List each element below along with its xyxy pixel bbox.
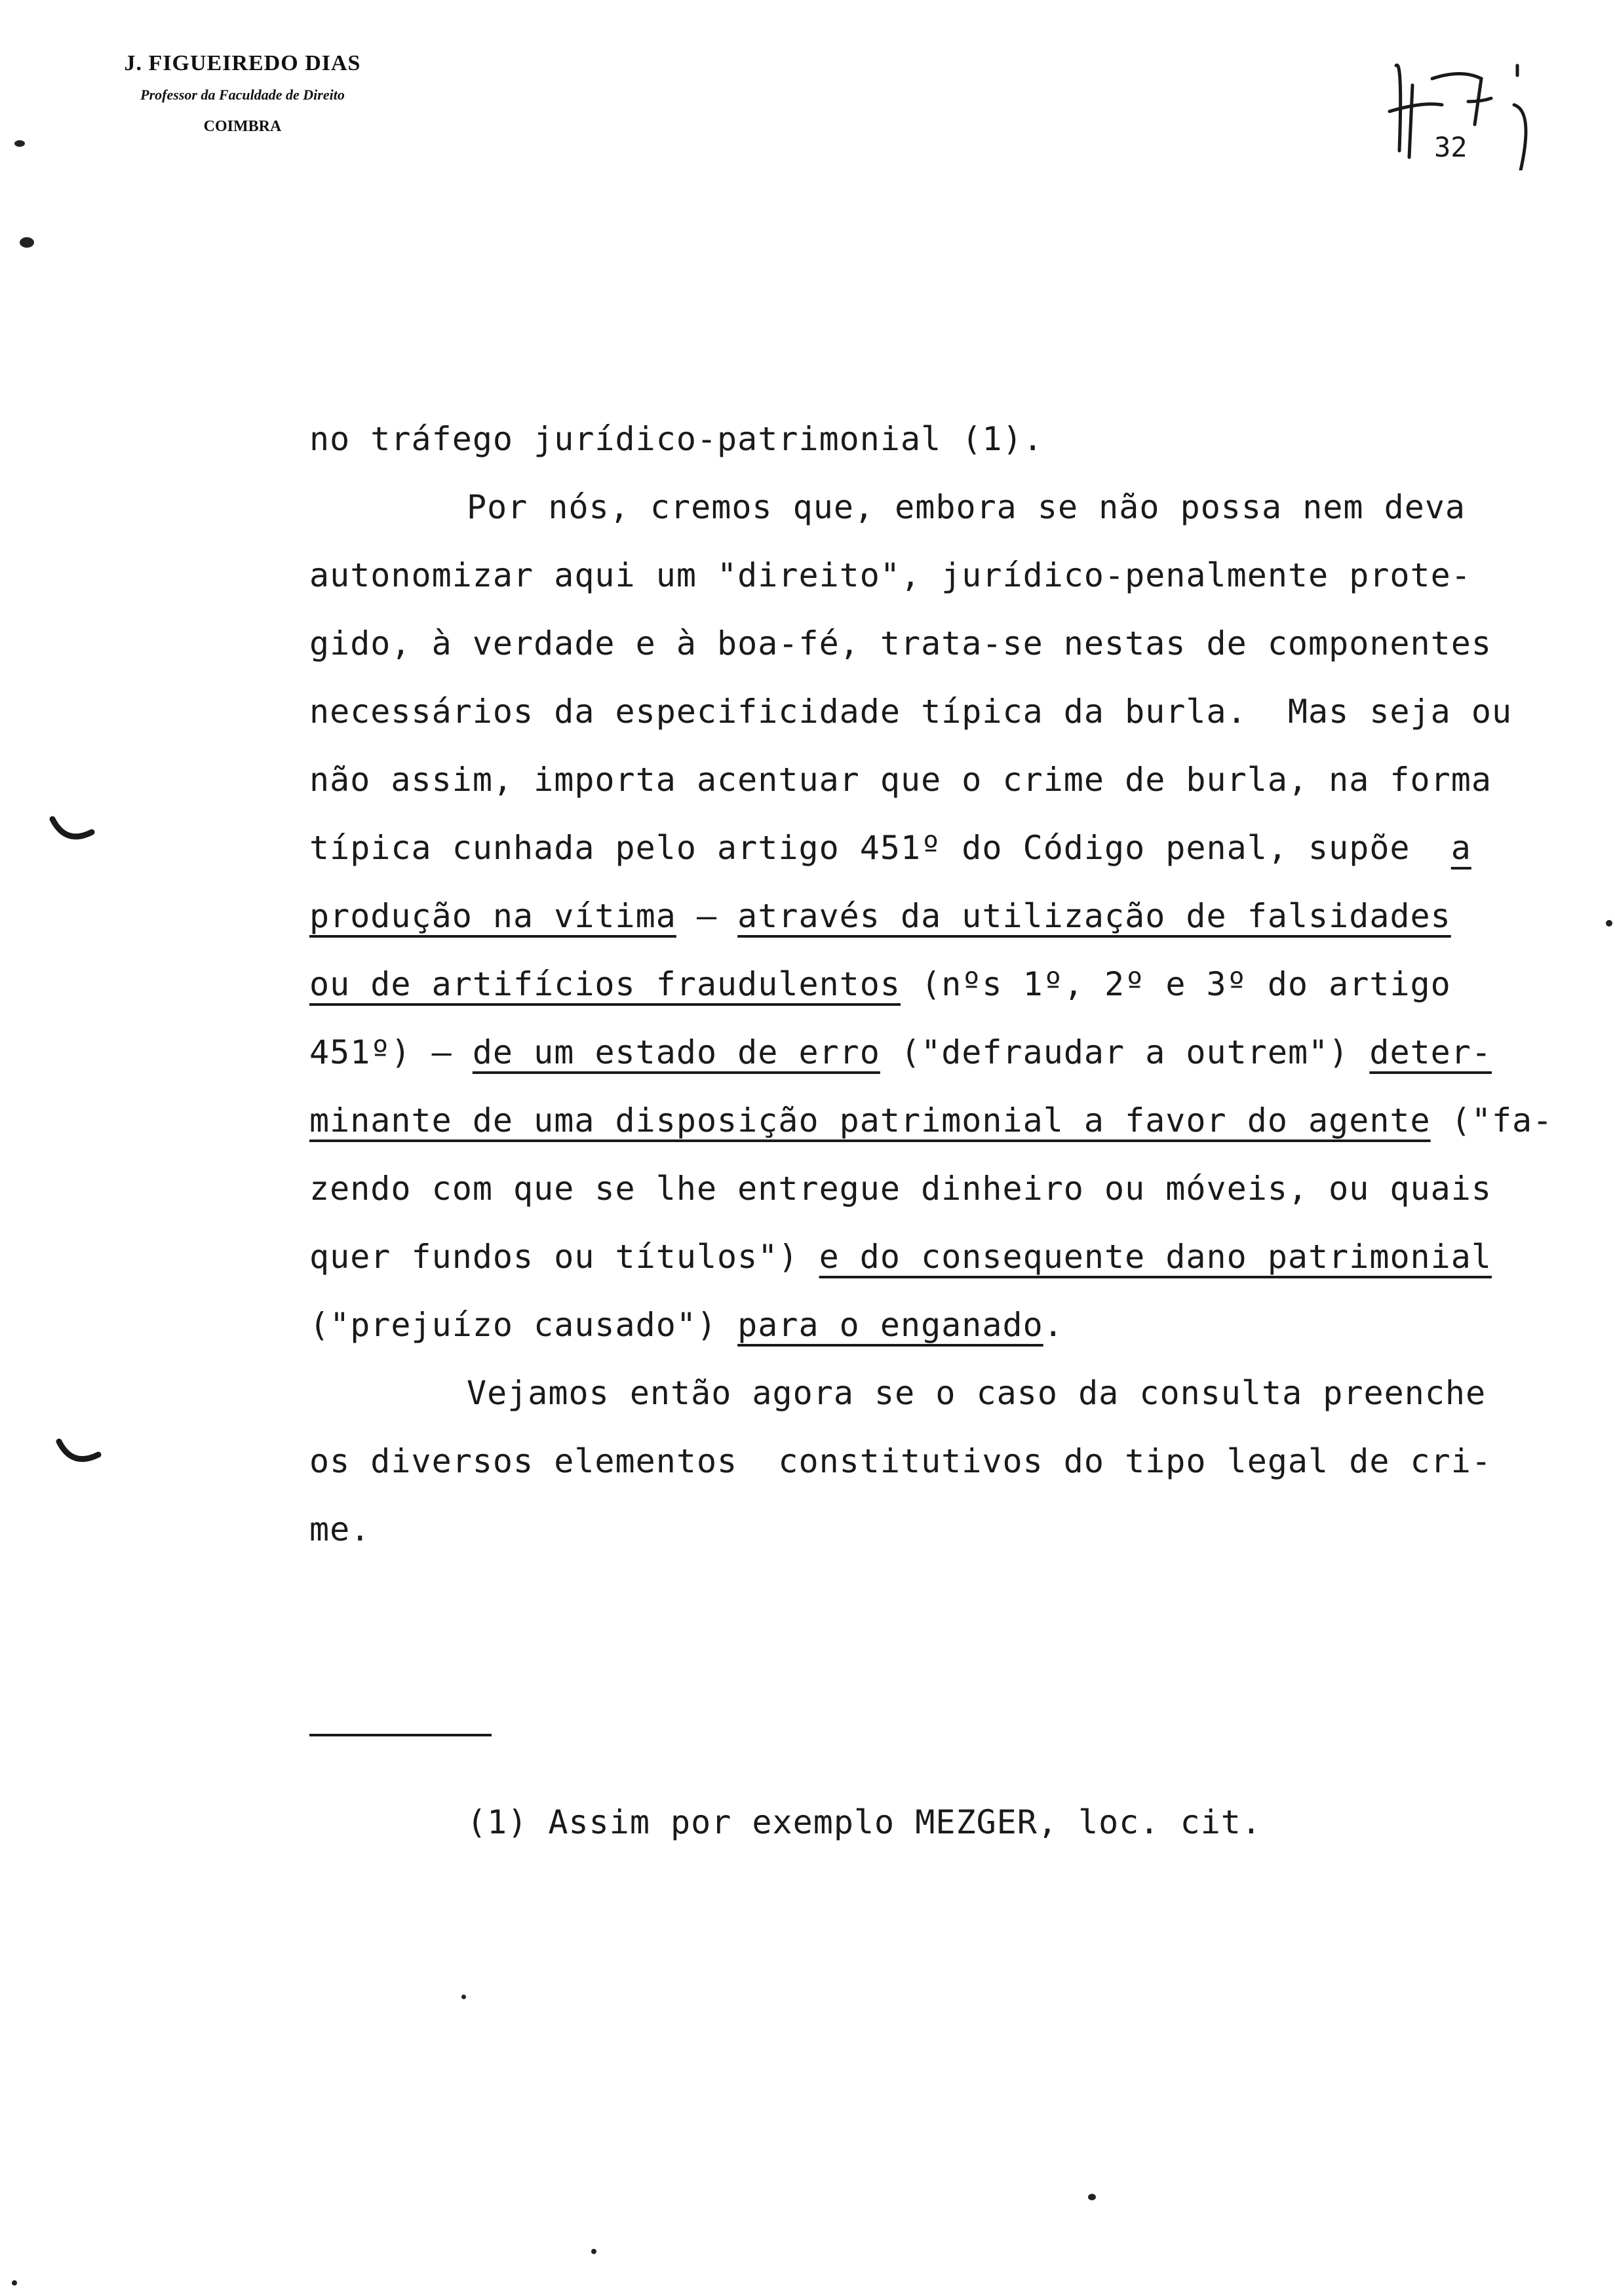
scan-speck — [461, 1995, 466, 1999]
text-span: no tráfego jurídico-patrimonial (1). — [309, 420, 1043, 458]
text-span: ("defraudar a outrem") — [880, 1033, 1370, 1071]
text-span: 451º) — — [309, 1033, 473, 1071]
text-span: ("fa- — [1430, 1101, 1553, 1139]
text-line — [309, 1155, 1522, 1223]
document-body — [309, 405, 1553, 1563]
scan-speck — [1088, 2194, 1096, 2200]
text-line — [309, 950, 1522, 1018]
text-span: necessários da especificidade típica da burla. Mas seja ou — [309, 693, 1513, 731]
text-line — [309, 1359, 1522, 1427]
footnote: (1) Assim por exemplo MEZGER, loc. cit. — [467, 1803, 1262, 1841]
text-line — [309, 1291, 1522, 1359]
punch-hole-mark — [52, 1435, 105, 1474]
author-name: J. FIGUEIREDO DIAS — [124, 51, 361, 75]
scan-speck — [14, 140, 25, 147]
underlined-span: deter- — [1369, 1033, 1492, 1071]
text-span: me. — [309, 1510, 371, 1548]
scan-speck — [1606, 920, 1612, 927]
underlined-span: para o enganado — [737, 1306, 1043, 1344]
text-line — [309, 1427, 1522, 1495]
author-city: COIMBRA — [203, 118, 282, 135]
text-line — [309, 746, 1522, 814]
text-line — [309, 1223, 1522, 1291]
text-span: ("prejuízo causado") — [309, 1306, 738, 1344]
text-line — [309, 473, 1522, 541]
underlined-span: minante de uma disposição patrimonial a favor do agente — [309, 1101, 1431, 1139]
text-line — [309, 405, 1522, 473]
text-line — [309, 541, 1522, 609]
text-line — [309, 1018, 1522, 1086]
text-span: Vejamos então agora se o caso da consulta preenche — [467, 1374, 1487, 1412]
underlined-span: a — [1450, 829, 1471, 867]
scan-speck — [12, 2280, 17, 2286]
page-number: 32 — [1434, 131, 1468, 163]
text-span: quer fundos ou títulos") — [309, 1238, 819, 1276]
text-line — [309, 1495, 1522, 1563]
underlined-span: produção na vítima — [309, 897, 676, 935]
letterhead — [59, 51, 426, 136]
text-span: os diversos elementos constitutivos do tipo legal de cri- — [309, 1442, 1492, 1480]
text-line — [309, 609, 1522, 678]
underlined-span: ou de artifícios fraudulentos — [309, 965, 901, 1003]
text-line — [309, 678, 1522, 746]
text-line — [309, 814, 1522, 882]
text-span: gido, à verdade e à boa-fé, trata-se nestas de componentes — [309, 624, 1492, 662]
text-span: — — [676, 897, 738, 935]
underlined-span: e do consequente dano patrimonial — [819, 1238, 1492, 1276]
text-span: (nºs 1º, 2º e 3º do artigo — [900, 965, 1451, 1003]
text-span: autonomizar aqui um "direito", jurídico-penalmente prote- — [309, 556, 1471, 594]
underlined-span: através da utilização de falsidades — [737, 897, 1451, 935]
text-line — [309, 1086, 1553, 1155]
punch-hole-mark — [46, 813, 98, 852]
text-span: não assim, importa acentuar que o crime de burla, na forma — [309, 761, 1492, 799]
text-span: Por nós, cremos que, embora se não possa nem deva — [467, 488, 1466, 526]
footnote-divider — [309, 1734, 492, 1736]
underlined-span: de um estado de erro — [472, 1033, 880, 1071]
text-line — [309, 882, 1522, 950]
scan-speck — [591, 2249, 596, 2254]
scan-speck — [20, 237, 34, 248]
text-span: zendo com que se lhe entregue dinheiro ou móveis, ou quais — [309, 1170, 1492, 1208]
author-title: Professor da Faculdade de Direito — [140, 86, 345, 103]
text-span: típica cunhada pelo artigo 451º do Código penal, supõe — [309, 829, 1451, 867]
text-span: . — [1043, 1306, 1064, 1344]
